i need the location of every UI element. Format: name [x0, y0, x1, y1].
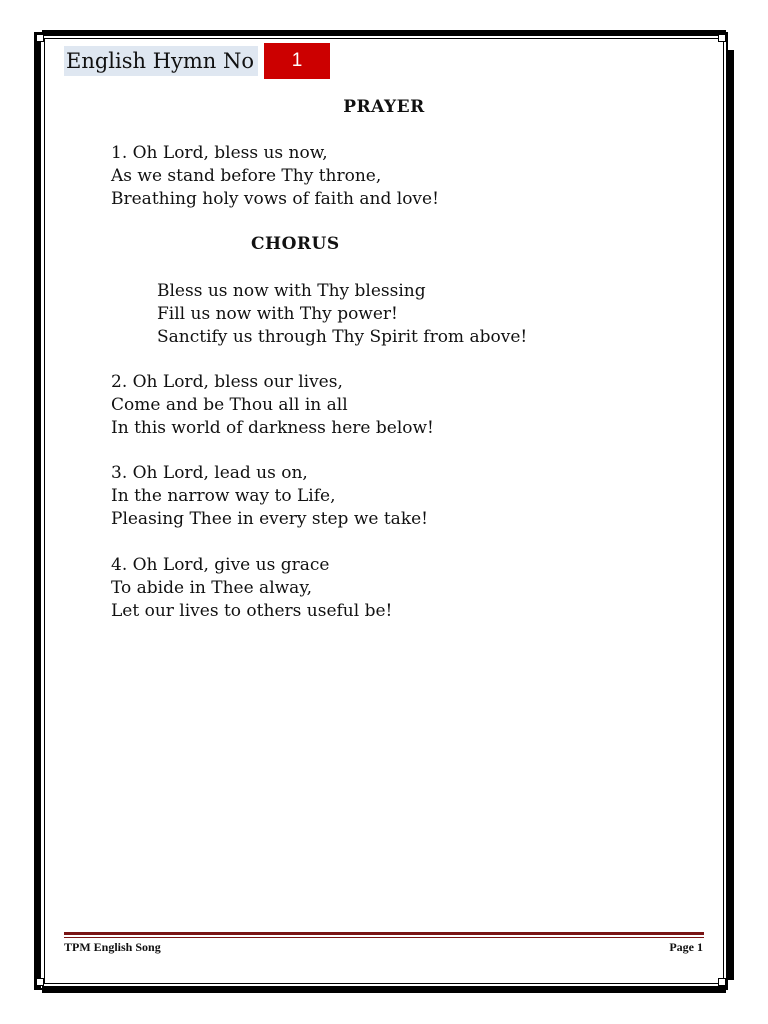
- verse-line: In this world of darkness here below!: [111, 418, 434, 438]
- hymn-title-text: PRAYER: [343, 97, 425, 117]
- border-corner-top-right: [718, 34, 726, 42]
- verse-line: 2. Oh Lord, bless our lives,: [111, 372, 343, 392]
- page-border-bottom-bar: [42, 986, 726, 993]
- verse-line: To abide in Thee alway,: [111, 578, 313, 598]
- chorus-line: Fill us now with Thy power!: [157, 304, 398, 324]
- verse-line: 4. Oh Lord, give us grace: [111, 555, 330, 575]
- hymn-title: [0, 97, 768, 117]
- verse-1: [111, 142, 439, 211]
- chorus: [157, 280, 527, 349]
- footer-title: TPM English Song: [64, 940, 161, 954]
- verse-line: Pleasing Thee in every step we take!: [111, 509, 429, 529]
- verse-4: [111, 554, 392, 623]
- hymn-header: [64, 46, 330, 76]
- page-border-left-bar: [34, 40, 41, 988]
- chorus-heading: CHORUS: [251, 234, 340, 254]
- verse-line: 3. Oh Lord, lead us on,: [111, 463, 308, 483]
- verse-line: Come and be Thou all in all: [111, 395, 348, 415]
- border-corner-top-left: [36, 34, 44, 42]
- hymn-label: English Hymn No: [64, 46, 258, 76]
- footer-rule: [64, 932, 704, 935]
- verse-line: Breathing holy vows of faith and love!: [111, 189, 439, 209]
- verse-line: As we stand before Thy throne,: [111, 166, 382, 186]
- hymn-number-badge: 1: [264, 43, 330, 79]
- verse-3: [111, 462, 428, 531]
- page-border-top-bar: [42, 30, 726, 36]
- page-border-right-bar: [727, 50, 734, 980]
- border-corner-bottom-left: [36, 978, 44, 986]
- verse-2: [111, 371, 434, 440]
- verse-line: Let our lives to others useful be!: [111, 601, 393, 621]
- footer-rule-thin: [64, 937, 704, 938]
- chorus-line: Sanctify us through Thy Spirit from above!: [157, 327, 528, 347]
- verse-line: 1. Oh Lord, bless us now,: [111, 143, 328, 163]
- verse-line: In the narrow way to Life,: [111, 486, 336, 506]
- chorus-line: Bless us now with Thy blessing: [157, 281, 426, 301]
- page-number: Page 1: [669, 940, 703, 954]
- border-corner-bottom-right: [718, 978, 726, 986]
